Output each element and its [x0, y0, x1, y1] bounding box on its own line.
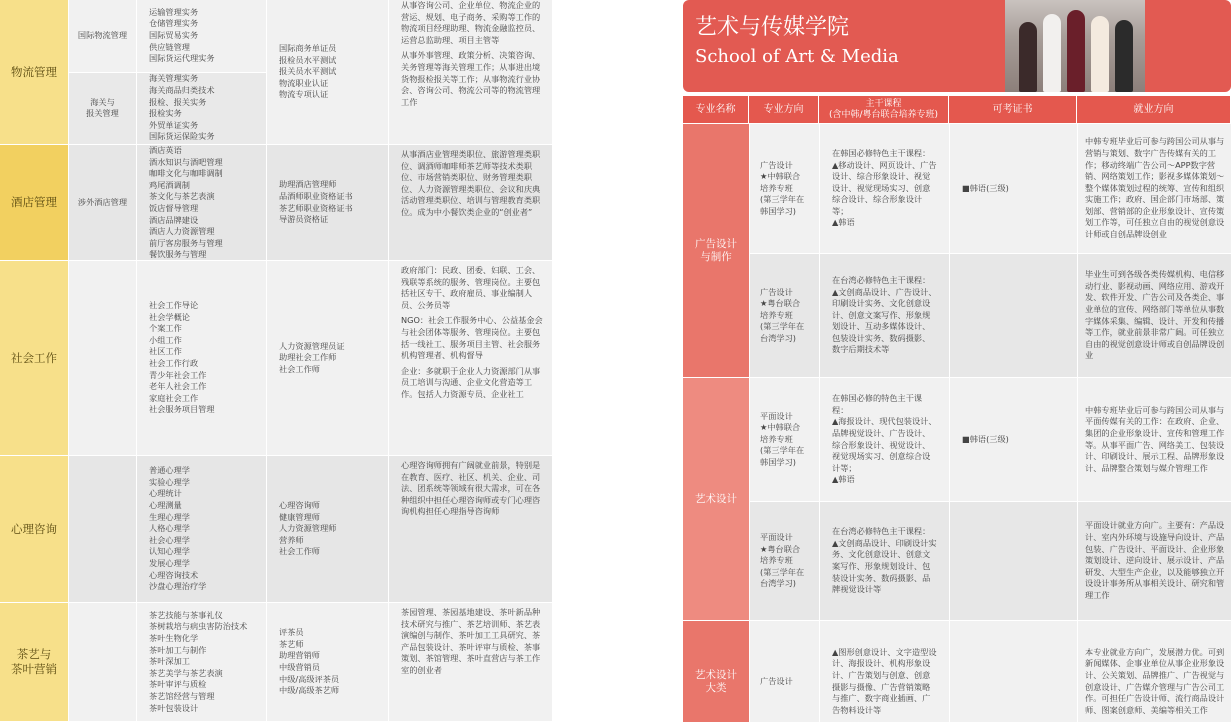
careers-column: [388, 0, 552, 144]
program-certificates: [949, 502, 1077, 621]
section-row: [0, 145, 552, 261]
course-item: 社会心理学: [149, 534, 190, 545]
course-item: 人格心理学: [149, 523, 190, 534]
program-direction: 平面设计 ★粤台联合 培养专班 (第三学年在 台湾学习): [749, 502, 819, 621]
course-item: 茶艺技能与茶事礼仪: [149, 609, 223, 620]
certificate-item: 助理营销师: [279, 650, 320, 661]
direction-label: [69, 456, 136, 602]
careers-column: [388, 145, 552, 260]
section-row: [0, 603, 552, 722]
course-item: 普通心理学: [149, 465, 190, 476]
program-certificates: [949, 621, 1077, 722]
header-cell: 可考证书: [949, 96, 1077, 123]
school-title: 艺术与传媒学院: [695, 15, 850, 40]
course-item: 酒店英语: [149, 145, 182, 155]
category-label: 茶艺与 茶叶营销: [0, 603, 68, 721]
page-gutter: [552, 0, 683, 722]
header-cell: 就业方向: [1077, 96, 1231, 123]
course-list: [137, 603, 266, 721]
header-cell: 专业名称: [683, 96, 749, 123]
certificate-item: 助理酒店管理师: [279, 179, 337, 190]
direction-column: [68, 0, 136, 144]
program-courses: 在韩国必修的特色主干课程： ▲海报设计、现代包装设计、品牌视觉设计、广告设计、综合形象设计、视觉设计、视觉现场实习、创意综合设计等； ▲韩语: [819, 378, 949, 502]
certificate-item: 社会工作师: [279, 363, 320, 374]
certificate-item: 社会工作师: [279, 546, 320, 557]
left-page: [0, 0, 552, 722]
program-direction: 广告设计 ★粤台联合 培养专班 (第三学年在 台湾学习): [749, 254, 819, 378]
course-item: 酒店人力资源管理: [149, 226, 215, 237]
course-item: 社会学概论: [149, 311, 190, 322]
program-courses: 在台湾必修特色主干课程： ▲文创商品设计、印刷设计实务、文化创意设计、创意文案写作、形象规划设计、包装设计实务、数码摄影、品牌视觉设计等: [819, 502, 949, 621]
category-label: 酒店管理: [0, 145, 68, 260]
section-row: [0, 456, 552, 603]
certificates-column: [266, 603, 388, 721]
direction-label: 涉外酒店管理: [77, 196, 128, 207]
courses-column: [136, 145, 266, 260]
course-item: 茶艺馆经营与管理: [149, 690, 215, 701]
direction-label: [69, 603, 136, 721]
course-item: 餐饮服务与管理: [149, 249, 207, 260]
certificate-item: 报检员水平测试: [279, 54, 337, 65]
school-subtitle: School of Art & Media: [695, 46, 899, 67]
course-item: 报检、报关实务: [149, 96, 207, 107]
certificate-list: [279, 341, 345, 376]
certificate-item: 评茶员: [279, 627, 304, 638]
certificate-item: 中级/高级评茶员: [279, 673, 340, 684]
major-name: 艺术设计: [683, 378, 749, 621]
course-item: 社会工作行政: [149, 358, 199, 368]
course-item: 国际货运代理实务: [149, 53, 215, 64]
certificate-item: 物流专项认证: [279, 89, 329, 100]
fashion-show-photo: [1005, 0, 1145, 92]
course-list: [137, 261, 266, 455]
certificate-item: 报关员水平测试: [279, 66, 337, 77]
program-direction: 广告设计: [749, 621, 819, 722]
program-row: [749, 378, 1231, 502]
course-item: 个案工作: [149, 323, 182, 334]
direction-label: 国际物流管理: [69, 0, 136, 73]
course-item: 实验心理学: [149, 476, 190, 487]
course-item: 供应链管理: [149, 41, 190, 52]
major-name: 广告设计 与制作: [683, 124, 749, 378]
certificates-column: [266, 261, 388, 455]
course-item: 社会服务项目管理: [149, 404, 215, 415]
course-item: 茶文化与茶艺表演: [149, 191, 215, 202]
course-item: 社会工作导论: [149, 300, 199, 311]
certificate-list: [279, 179, 353, 225]
category-label: 物流管理: [0, 0, 68, 144]
course-item: 社区工作: [149, 346, 182, 357]
program-courses: ▲图形创意设计、文字造型设计、海报设计、机构形象设计、广告策划与创意、创意摄影与摄像、广告营销策略与推广、数字商业插画、广告物料设计等: [819, 621, 949, 722]
major-name: 艺术设计 大类: [683, 621, 749, 722]
certificate-item: 茶艺师职业资格证书: [279, 202, 353, 213]
program-careers: 平面设计就业方向广。主要有：产品设计、室内外环境与设施导向设计、产品包装、广告设计、平面设计、企业形象策划设计、逆向设计、展示设计、产品研发、大型生产企业，以及能够独立开设设计事务所从事相关设计、研究和管理工作: [1077, 502, 1231, 621]
course-item: 心理咨询技术: [149, 569, 199, 580]
program-careers: 中韩专班毕业后可参与跨国公司从事与平面传媒有关的工作：在政府、企业、集团的企业形象设计、宣传和管理工作等。从事平面广告、网络美工、包装设计、印刷设计、展示工程、品牌形象设计、品牌整合策划与媒介管理工作: [1077, 378, 1231, 502]
certificate-item: 国际商务单证员: [279, 43, 337, 54]
career-paragraph: 政府部门：民政、团委、妇联、工会、残联等系统的服务、管理岗位。主要包括社区专干、政府雇员、事业编制人员、公务员等: [401, 265, 541, 310]
course-item: 沙盘心理治疗学: [149, 581, 207, 592]
course-item: 鸡尾酒调制: [149, 179, 190, 190]
direction-column: [68, 261, 136, 455]
courses-column: [136, 0, 266, 144]
certificate-item: 导游员资格证: [279, 214, 329, 225]
course-item: 国际贸易实务: [149, 29, 199, 40]
program-row: [749, 621, 1231, 722]
certificate-item: 助理社会工作师: [279, 352, 337, 363]
courses-column: [136, 261, 266, 455]
course-item: 茶艺美学与茶艺表演: [149, 667, 223, 678]
course-item: 老年人社会工作: [149, 381, 207, 392]
program-row: [749, 502, 1231, 621]
course-list: [137, 73, 266, 145]
section-row: [0, 261, 552, 456]
program-courses: 在韩国必修特色主干课程： ▲移动设计、网页设计、广告设计、综合形象设计、视觉设计、视觉现场实习、创意综合设计、综合形象设计等； ▲韩语: [819, 124, 949, 254]
career-paragraph: 茶园管理、茶园基地建设、茶叶新品种技术研究与推广、茶艺培训师、茶艺表演编创与制作、茶叶加工工具研究、茶产品包装设计、茶叶评审与质检、茶事策划、茶馆管理、茶叶直营店与茶工作室的创业者: [401, 607, 541, 675]
program-careers: 毕业生可到各级各类传媒机构、电信移动行业、影视动画、网络应用、游戏开发、软件开发、广告公司及各类企、事业单位的宣传、网络部门等单位从事数字媒体采集、编辑、设计、开发和传播等工作，就业前景非常广阔。可任独立自由的视觉创意设计师或自创品牌设创业: [1077, 254, 1231, 378]
course-item: 前厅客房服务与管理: [149, 237, 223, 248]
course-item: 家庭社会工作: [149, 392, 199, 403]
certificate-list: [279, 627, 339, 697]
program-certificates: ■韩语(三级): [949, 124, 1077, 254]
course-item: 心理统计: [149, 488, 182, 499]
direction-column: [68, 603, 136, 721]
certificate-item: 茶艺师: [279, 638, 304, 649]
certificate-item: 中级营销员: [279, 662, 320, 672]
course-item: 心理测量: [149, 500, 182, 511]
table-header-row: [683, 96, 1231, 123]
careers-column: [388, 261, 552, 455]
course-item: 外贸单证实务: [149, 119, 199, 130]
program-careers: 本专业就业方向广，发展潜力优。可到新闻媒体、企事业单位从事企业形象设计、公关策划、品牌推广、广告视觉与创意设计、广告媒介管理与广告公司工作。可担任广告设计师、流行商品设计师、图案创意师、美编等相关工作: [1077, 621, 1231, 722]
school-header-banner: [683, 0, 1231, 92]
certificate-item: 品酒师职业资格证书: [279, 190, 353, 201]
course-item: 茶叶审评与质检: [149, 679, 207, 690]
courses-column: [136, 456, 266, 602]
right-page: [683, 0, 1231, 722]
direction-label: [69, 261, 136, 455]
course-item: 酒店品牌建设: [149, 214, 199, 225]
course-item: 海关管理实务: [149, 73, 199, 84]
certificate-list: [279, 500, 336, 558]
course-item: 饭店督导管理: [149, 202, 199, 213]
course-item: 报检实务: [149, 108, 182, 119]
career-paragraph: 心理咨询师拥有广阔就业前景，特别是在教育、医疗、社区、机关、企业、司法、团系统等领域有很大需求，可在各种组织中担任心理咨询师或专门心理咨询机构担任心理指导咨询师: [401, 460, 541, 517]
certificates-column: [266, 0, 388, 144]
course-list: [137, 145, 266, 260]
section-row: [0, 0, 552, 145]
certificate-item: 心理咨询师: [279, 500, 320, 511]
career-paragraph: 从事咨询公司、企业单位、物流企业的营运、规划、电子商务、采购等工作的物流项目经理助理、物流金融监控员、运营总监助理、项目主管等: [401, 0, 541, 45]
certificate-list: [279, 43, 336, 101]
course-item: 茶叶深加工: [149, 656, 190, 667]
courses-column: [136, 603, 266, 721]
course-item: 茶树栽培与病虫害防治技术: [149, 621, 248, 632]
category-label: 社会工作: [0, 261, 68, 455]
career-paragraph: 企业：多就职于企业人力资源部门从事员工培训与沟通、企业文化营造等工作。包括人力资源专员、企业社工: [401, 365, 541, 399]
program-careers: 中韩专班毕业后可参与跨国公司从事与营销与策划、数字广告传媒有关的工作；移动终端广告公司～APP数字营销、网络策划工作；影视多媒体策划～整个媒体策划过程的统筹、宣传和组织实施工作；政府、国企部门市场部、策划部、营销部的企业形象设计、宣传策划工作等，可任独立自由的视觉创意设计师或自创品牌设创业: [1077, 124, 1231, 254]
certificate-item: 营养师: [279, 534, 304, 545]
course-item: 国际货运保险实务: [149, 131, 215, 142]
course-item: 海关商品归类技术: [149, 85, 215, 96]
certificates-column: [266, 456, 388, 602]
careers-column: [388, 603, 552, 721]
course-item: 酒水知识与酒吧管理: [149, 156, 223, 167]
direction-label: 海关与 报关管理: [69, 73, 136, 145]
career-paragraph: 从事酒店业管理类职位、旅游管理类职位、调酒师咖啡师茶艺师等技术类职位、市场营销类职位、财务管理类职位、人力资源管理类职位、会议和庆典活动管理类职位、培训与管理教育类职位。成为中小餐饮类企业的“创业者”: [401, 149, 541, 217]
category-label: 心理咨询: [0, 456, 68, 602]
course-list: [137, 456, 266, 602]
certificate-item: 人力资源管理师: [279, 523, 337, 534]
course-item: 仓储管理实务: [149, 18, 199, 29]
course-item: 运输管理实务: [149, 6, 199, 17]
certificate-item: 中级/高级茶艺师: [279, 685, 340, 696]
course-item: 发展心理学: [149, 557, 190, 568]
course-list: [137, 0, 266, 73]
program-certificates: ■韩语(三级): [949, 378, 1077, 502]
course-item: 茶叶生物化学: [149, 633, 199, 644]
certificate-item: 健康管理师: [279, 511, 320, 522]
course-item: 生理心理学: [149, 511, 190, 522]
direction-column: [68, 456, 136, 602]
course-item: 小组工作: [149, 334, 182, 345]
program-row: [749, 254, 1231, 378]
program-certificates: [949, 254, 1077, 378]
certificates-column: [266, 145, 388, 260]
course-item: 咖啡文化与咖啡调制: [149, 168, 223, 179]
direction-column: [68, 145, 136, 260]
program-row: [749, 124, 1231, 254]
course-item: 青少年社会工作: [149, 369, 207, 380]
header-cell: 专业方向: [749, 96, 819, 123]
program-direction: 平面设计 ★中韩联合 培养专班 (第三学年在 韩国学习): [749, 378, 819, 502]
certificate-item: 人力资源管理员证: [279, 340, 345, 351]
career-paragraph: 从事外事管理、政策分析、决策咨询、关务管理等海关管理工作；从事进出境货物报检报关等工作；从事物流行业协会、咨询公司、物流公司等的物流管理工作: [401, 50, 541, 107]
careers-column: [388, 456, 552, 602]
certificate-item: 物流职业认证: [279, 77, 329, 88]
header-cell: 主干课程 (含中韩/粤台联合培养专班): [819, 96, 949, 123]
course-item: 茶叶加工与制作: [149, 644, 207, 655]
program-direction: 广告设计 ★中韩联合 培养专班 (第三学年在 韩国学习): [749, 124, 819, 254]
course-item: 茶叶包装设计: [149, 702, 199, 713]
course-item: 认知心理学: [149, 546, 190, 557]
career-paragraph: NGO：社会工作服务中心、公益基金会与社会团体等服务、管理岗位。主要包括一线社工、服务项目主管、社会服务机构管理者、机构督导: [401, 315, 543, 361]
program-courses: 在台湾必修特色主干课程： ▲文创商品设计、广告设计、印刷设计实务、文化创意设计、创意文案写作、形象规划设计、互动多媒体设计、包装设计实务、数码摄影、数字后期技术等: [819, 254, 949, 378]
